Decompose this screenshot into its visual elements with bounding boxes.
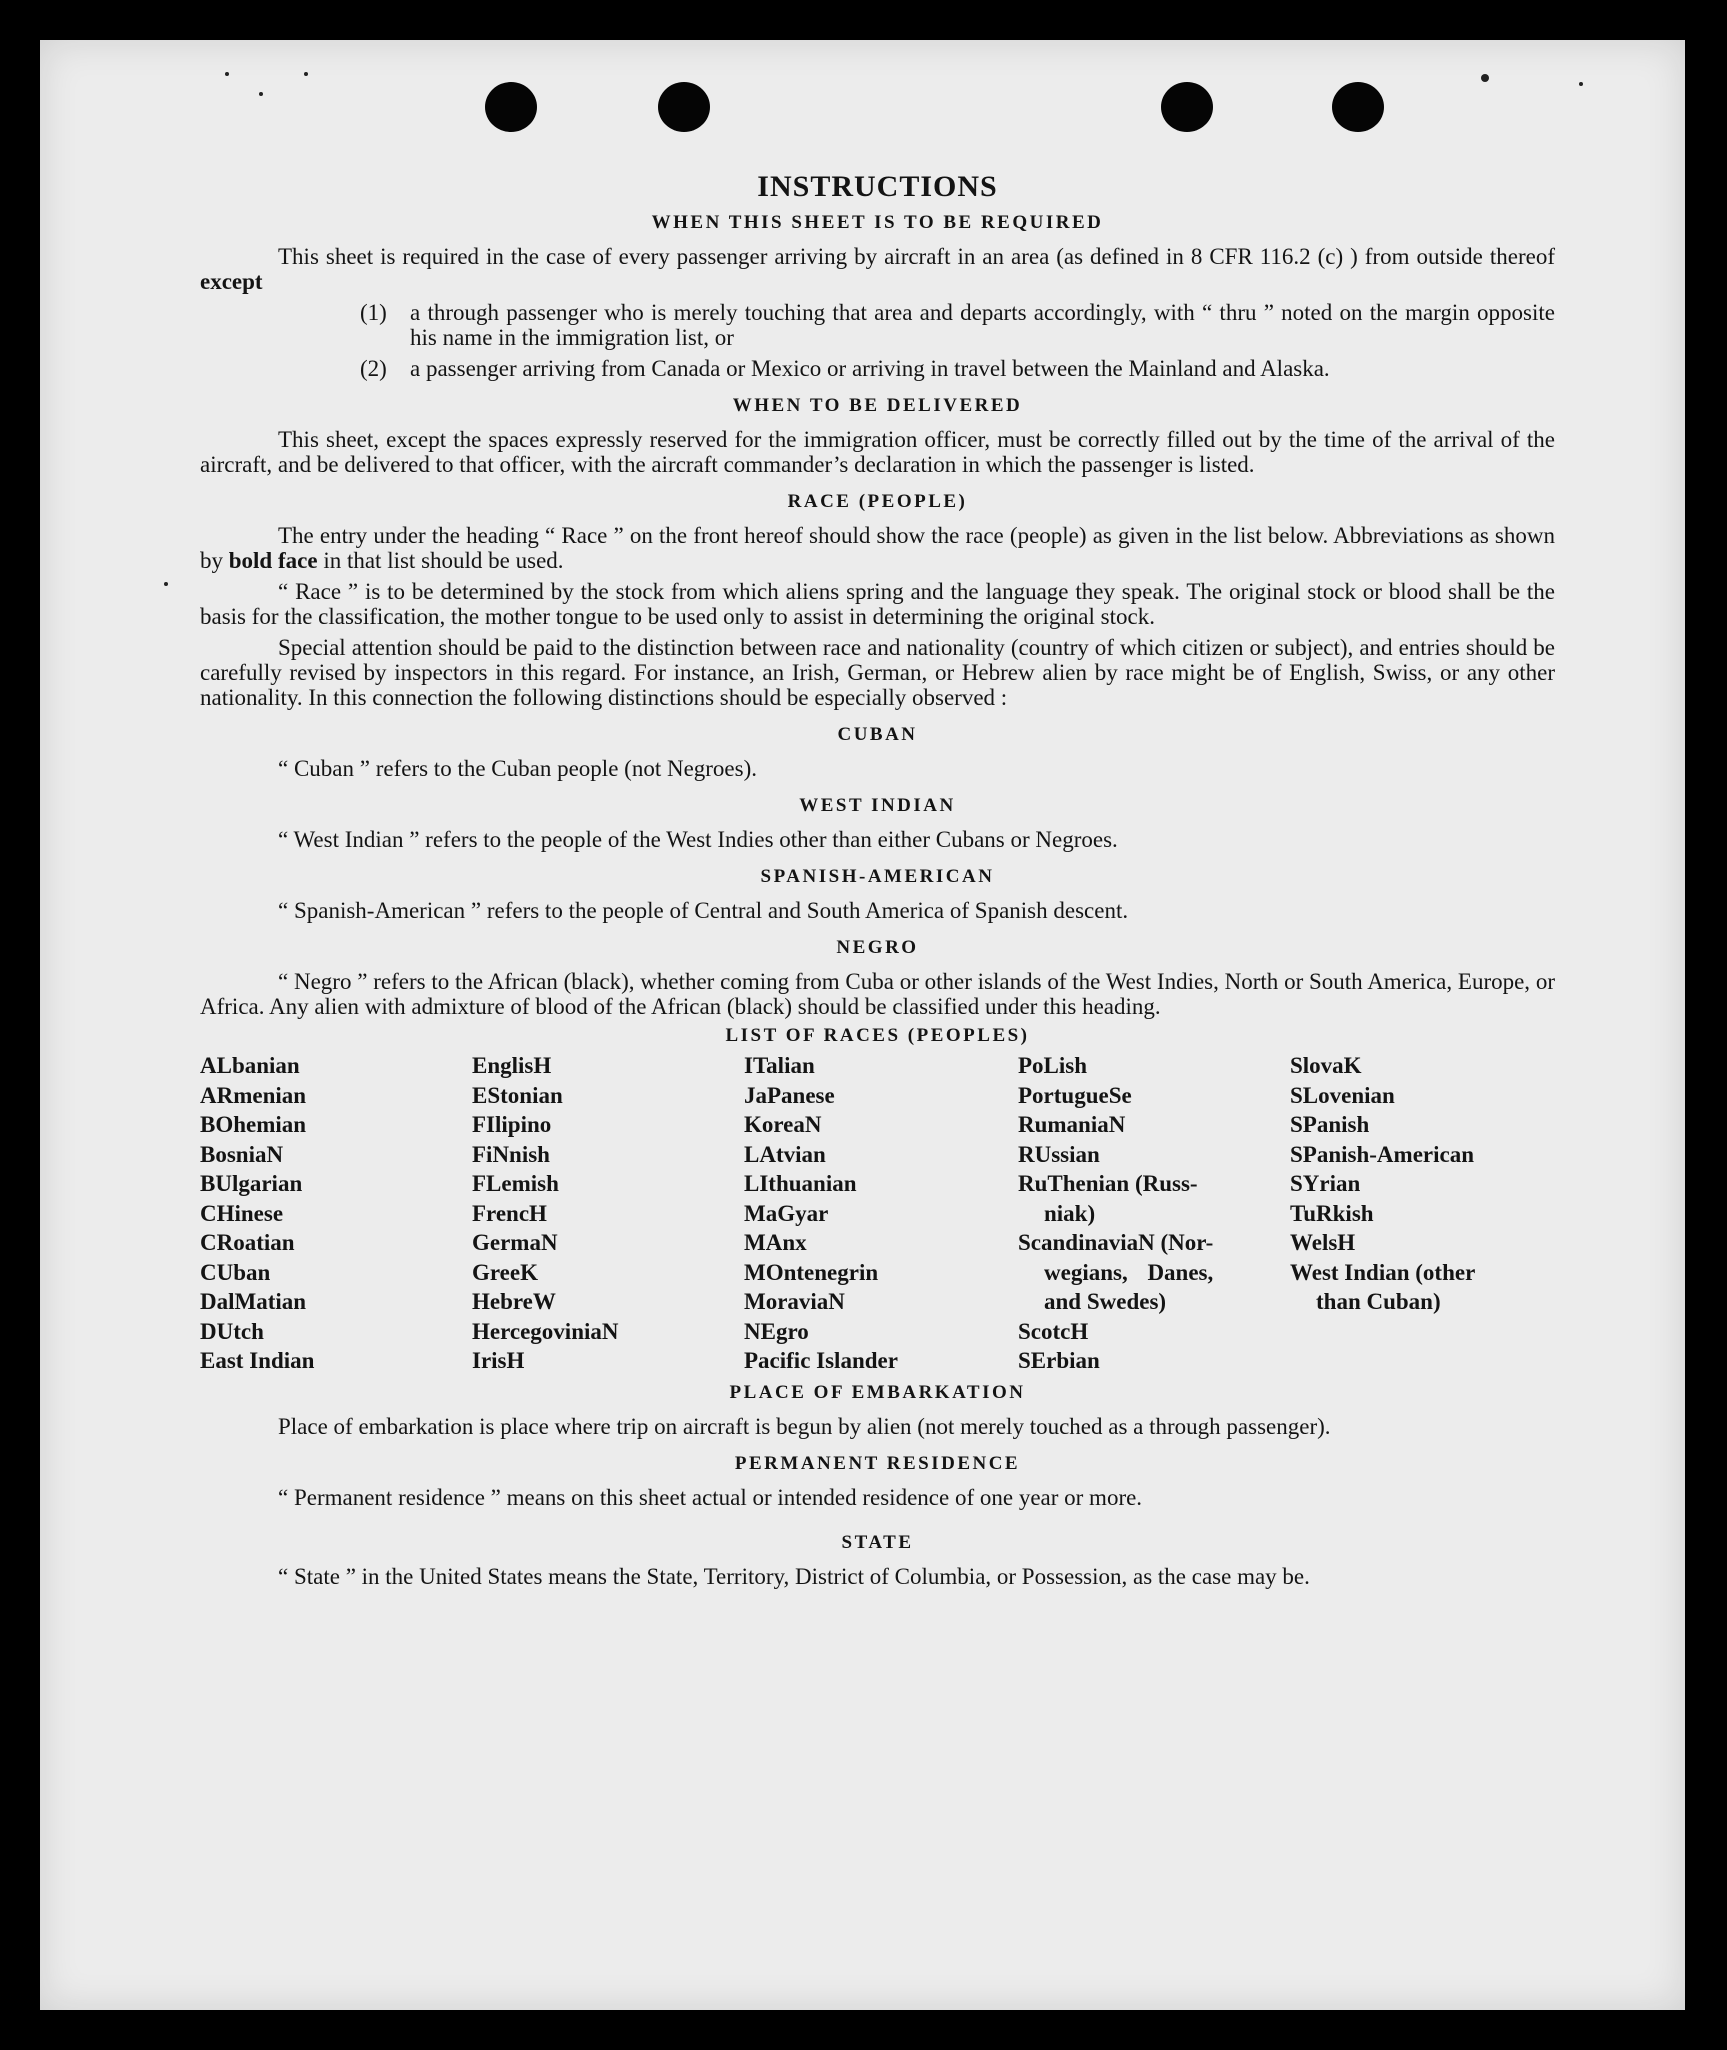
list-item	[360, 300, 1555, 350]
speck	[259, 92, 263, 96]
race-item: CUban	[200, 1259, 271, 1285]
section-heading-when-required: WHEN THIS SHEET IS TO BE REQUIRED	[651, 212, 1104, 233]
punch-hole	[658, 82, 710, 132]
race-item: ScandinaviaN (Nor-	[1018, 1230, 1214, 1255]
race-item: Pacific Islander	[744, 1348, 898, 1373]
race-item: RUssian	[1018, 1141, 1100, 1167]
section-heading-spanish-american: SPANISH-AMERICAN	[760, 866, 995, 887]
race-item: RumaniaN	[1018, 1112, 1126, 1137]
race-item: SErbian	[1018, 1348, 1100, 1373]
item-text: a passenger arriving from Canada or Mexico or arriving in travel between the Mainland and Alaska.	[410, 356, 1330, 381]
race-item: SPanish	[1290, 1112, 1370, 1137]
section-heading-cuban: CUBAN	[837, 724, 918, 745]
speck	[225, 72, 229, 76]
bold-text: bold face	[228, 548, 318, 573]
paragraph: This sheet, except the spaces expressly reserved for the immigration officer, must be correctly filled out by the time of the arrival of the aircraft, and be delivered to that officer, with the aircraft commander’s declaration in which the passenger is listed.	[200, 427, 1555, 477]
race-item-continued: than Cuban)	[1316, 1289, 1441, 1314]
paragraph	[200, 244, 1555, 294]
race-item: LAtvian	[744, 1141, 826, 1167]
page-title: INSTRUCTIONS	[757, 170, 998, 203]
speck	[1481, 74, 1489, 82]
race-item: ScotcH	[1018, 1318, 1089, 1344]
paragraph-text: The entry under the heading “ Race ” on the front hereof should show the race (people) as given in the list below. Abbreviations as shown by	[200, 523, 1555, 573]
race-item: HebreW	[472, 1289, 556, 1314]
race-item: MoraviaN	[744, 1289, 845, 1314]
races-column	[744, 1051, 1018, 1376]
race-item: EStonian	[472, 1082, 563, 1108]
paragraph: Place of embarkation is place where trip on aircraft is begun by alien (not merely touched as a through passenger).	[278, 1413, 1331, 1439]
race-item: EnglisH	[472, 1053, 552, 1078]
races-list	[200, 1051, 1555, 1376]
speck	[304, 72, 308, 76]
definition: “ Spanish-American ” refers to the people of Central and South America of Spanish descent.	[278, 898, 1129, 923]
race-item-continued: wegians, Danes,	[1044, 1259, 1214, 1285]
punch-hole	[485, 82, 537, 132]
race-item: SPanish-American	[1290, 1141, 1474, 1167]
section-heading-when-delivered: WHEN TO BE DELIVERED	[732, 395, 1023, 416]
paragraph: “ State ” in the United States means the State, Territory, District of Columbia, or Possession, as the case may be.	[278, 1563, 1310, 1589]
race-item: MAnx	[744, 1230, 807, 1255]
item-number: (2)	[360, 356, 387, 381]
section-heading-negro: NEGRO	[836, 937, 919, 958]
list-item	[360, 356, 1555, 381]
race-item: HercegoviniaN	[472, 1318, 619, 1344]
race-item: ALbanian	[200, 1053, 300, 1078]
race-item: BUlgarian	[200, 1171, 303, 1196]
speck	[164, 582, 168, 586]
race-item: FrencH	[472, 1200, 547, 1226]
race-item: BosniaN	[200, 1141, 284, 1167]
bold-text: except	[200, 269, 263, 294]
race-item: ITalian	[744, 1053, 815, 1078]
document-page	[40, 40, 1685, 2010]
race-item: KoreaN	[744, 1112, 822, 1137]
section-heading-embarkation: PLACE OF EMBARKATION	[729, 1381, 1026, 1403]
race-item: GermaN	[472, 1230, 558, 1255]
race-item: DalMatian	[200, 1289, 307, 1314]
race-item: FLemish	[472, 1171, 559, 1196]
race-item: BOhemian	[200, 1112, 307, 1137]
paragraph: “ Race ” is to be determined by the stock from which aliens spring and the language they speak. The original stock or blood shall be the basis for the classification, the mother tongue to be used only to assist in determining the original stock.	[200, 579, 1555, 629]
race-item: SlovaK	[1290, 1053, 1362, 1078]
definition: “ Cuban ” refers to the Cuban people (not Negroes).	[278, 756, 758, 781]
races-column	[1018, 1051, 1290, 1376]
race-item: FIlipino	[472, 1112, 552, 1137]
race-item-continued: niak)	[1044, 1200, 1096, 1226]
instructions-body	[200, 170, 1555, 1595]
races-column	[472, 1051, 744, 1376]
item-text: a through passenger who is merely touching that area and departs accordingly, with “ thru ” noted on the margin opposite his name in the immigration list, or	[410, 300, 1555, 350]
definition: “ West Indian ” refers to the people of the West Indies other than either Cubans or Negroes.	[278, 827, 1118, 852]
section-heading-permanent-residence: PERMANENT RESIDENCE	[734, 1452, 1021, 1474]
race-item: CHinese	[200, 1200, 284, 1226]
race-item: ARmenian	[200, 1082, 307, 1108]
speck	[1579, 82, 1583, 86]
paragraph-text: This sheet is required in the case of every passenger arriving by aircraft in an area (as defined in 8 CFR 116.2 (c) ) from outside thereof	[278, 244, 1555, 269]
punch-hole	[1161, 82, 1213, 132]
race-item: CRoatian	[200, 1230, 295, 1255]
race-item: WelsH	[1290, 1230, 1356, 1255]
race-item: DUtch	[200, 1318, 264, 1344]
section-heading-race: RACE (PEOPLE)	[787, 491, 968, 512]
section-heading-west-indian: WEST INDIAN	[799, 795, 956, 816]
paragraph-text: in that list should be used.	[323, 548, 564, 573]
punch-hole	[1332, 82, 1384, 132]
race-item: NEgro	[744, 1318, 809, 1344]
definition: “ Permanent residence ” means on this sheet actual or intended residence of one year or more.	[278, 1484, 1143, 1510]
race-item: FiNnish	[472, 1141, 550, 1167]
race-item: PortugueSe	[1018, 1082, 1132, 1108]
race-item: JaPanese	[744, 1082, 835, 1108]
paragraph: “ Negro ” refers to the African (black), whether coming from Cuba or other islands of the West Indies, North or South America, Europe, or Africa. Any alien with admixture of blood of the African (black) should be classified under this heading.	[200, 969, 1555, 1019]
race-item: West Indian (other	[1290, 1259, 1476, 1285]
section-heading-list-of-races: LIST OF RACES (PEOPLES)	[725, 1025, 1030, 1046]
race-item: RuThenian (Russ-	[1018, 1171, 1198, 1196]
race-item: PoLish	[1018, 1053, 1088, 1078]
race-item: MaGyar	[744, 1200, 829, 1226]
paragraph	[200, 523, 1555, 573]
race-item: East Indian	[200, 1348, 315, 1373]
section-heading-state: STATE	[841, 1531, 914, 1553]
race-item: TuRkish	[1290, 1200, 1374, 1226]
race-item: SLovenian	[1290, 1082, 1395, 1108]
race-item-continued: and Swedes)	[1044, 1289, 1167, 1314]
race-item: MOntenegrin	[744, 1259, 879, 1285]
race-item: IrisH	[472, 1348, 525, 1373]
races-column	[1290, 1051, 1555, 1376]
race-item: LIthuanian	[744, 1171, 857, 1196]
item-number: (1)	[360, 300, 387, 325]
races-column	[200, 1051, 472, 1376]
paragraph: Special attention should be paid to the distinction between race and nationality (country of which citizen or subject), and entries should be carefully revised by inspectors in this regard. For instance, an Irish, German, or Hebrew alien by race might be of English, Swiss, or any other nationality. In this connection the following distinctions should be especially observed :	[200, 635, 1555, 710]
race-item: GreeK	[472, 1259, 538, 1285]
race-item: SYrian	[1290, 1171, 1361, 1196]
